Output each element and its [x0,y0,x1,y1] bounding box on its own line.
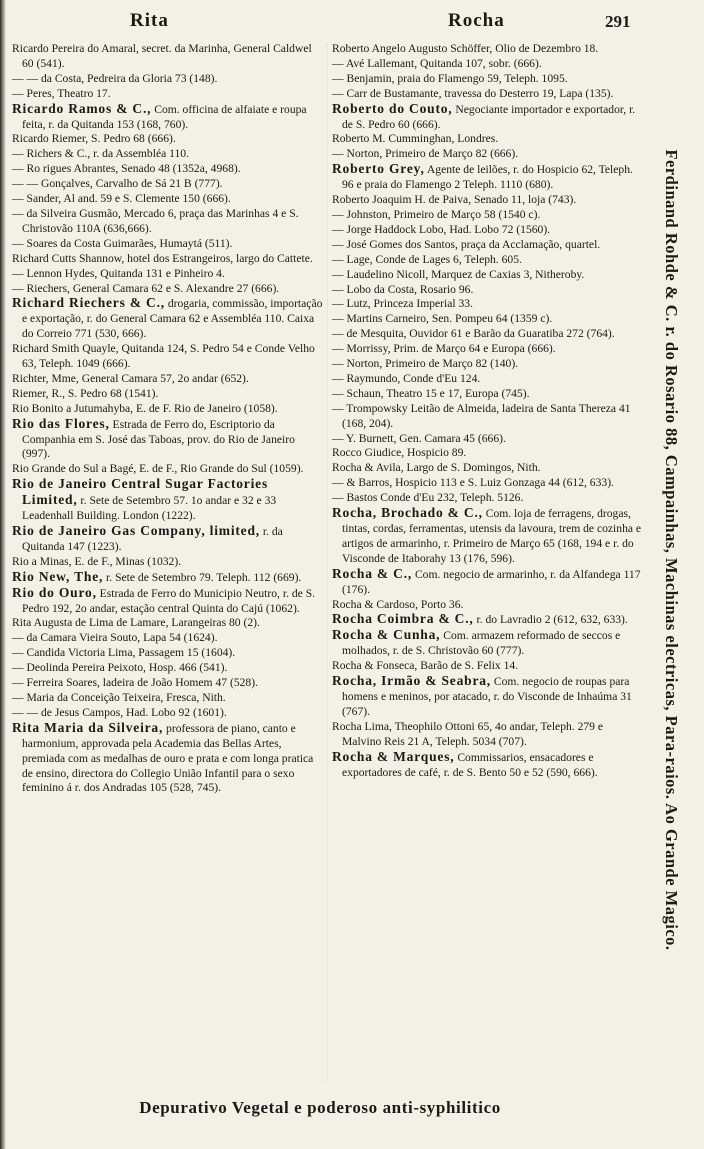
page-header [0,8,640,36]
entry-text: Roberto Joaquim H. de Paiva, Senado 11, loja (743). [332,193,577,207]
entry-text: Com. armazem reformado de seccos e molhados, r. de S. Christovão 60 (777). [342,629,621,658]
directory-entry [332,102,642,133]
directory-entry [12,296,324,342]
page-number: 291 [605,12,631,31]
entry-text: — Riechers, General Camara 62 e S. Alexandre 27 (666). [12,281,280,295]
entry-text: — Norton, Primeiro de Março 82 (666). [332,147,519,161]
entry-name-bold: Rocha & Marques, [332,748,455,764]
entry-name-bold: Richard Riechers & C., [12,295,165,311]
entry-text: — & Barros, Hospicio 113 e S. Luiz Gonzaga 44 (612, 633). [332,476,614,490]
entry-text: Rocha & Cardoso, Porto 36. [332,597,464,611]
directory-entry [332,72,642,87]
directory-entry [332,132,642,147]
directory-entry [12,462,324,477]
directory-entry [332,402,642,432]
directory-entry [332,283,642,298]
entry-text: Rocha & Avila, Largo de S. Domingos, Nith. [332,461,541,475]
entry-text: — Richers & C., r. da Assembléa 110. [12,147,189,161]
entry-text: Rio a Minas, E. de F., Minas (1032). [12,554,182,568]
directory-entry [12,147,324,162]
directory-entry [332,387,642,402]
entry-text: — da Camara Vieira Souto, Lapa 54 (1624). [12,631,218,645]
directory-entry [12,192,324,207]
directory-entry [12,524,324,555]
entry-text: — de Mesquita, Ouvidor 61 e Barão da Guaratiba 272 (764). [332,327,615,341]
directory-entry [332,476,642,491]
entry-text: Rita Augusta de Lima de Lamare, Larangeiras 80 (2). [12,616,260,630]
directory-entry [332,750,642,781]
entry-text: — Martins Carneiro, Sen. Pompeu 64 (1359 c). [332,312,553,326]
entry-text: r. Sete de Setembro 57. 1o andar e 32 e 33 Leadenhall Building. London (1222). [22,494,277,523]
entry-text: — Y. Burnett, Gen. Camara 45 (666). [332,431,506,445]
header-left-keyword: Rita [130,10,169,31]
right-column [332,42,642,780]
entry-text: — Soares da Costa Guimarães, Humaytá (511). [12,236,233,250]
directory-entry [332,461,642,476]
entry-text: Com. negocio de armarinho, r. da Alfandega 117 (176). [342,567,641,596]
entry-text: — Carr de Bustamante, travessa do Desterro 19, Lapa (135). [332,86,614,100]
entry-text: — Lennon Hydes, Quitanda 131 e Pinheiro 4. [12,266,225,280]
directory-entry [332,57,642,72]
entry-text: Riemer, R., S. Pedro 68 (1541). [12,386,159,400]
directory-entry [332,506,642,567]
entry-name-bold: Rocha, Brochado & C., [332,505,483,521]
directory-entry [12,616,324,631]
directory-entry [12,282,324,297]
entry-text: — Lutz, Princeza Imperial 33. [332,297,474,311]
entry-text: Ricardo Riemer, S. Pedro 68 (666). [12,132,176,146]
directory-entry [332,491,642,506]
directory-entry [12,661,324,676]
entry-text: — Candida Victoria Lima, Passagem 15 (1604). [12,646,236,660]
directory-entry [332,312,642,327]
directory-entry [12,691,324,706]
entry-text: — Ferreira Soares, ladeira de João Homem 47 (528). [12,676,258,690]
entry-text: Roberto M. Cumminghan, Londres. [332,132,499,146]
entry-text: Rio Grande do Sul a Bagé, E. de F., Rio Grande do Sul (1059). [12,462,304,476]
directory-entry [332,223,642,238]
directory-entry [12,342,324,372]
directory-entry [332,147,642,162]
entry-text: — Maria da Conceição Teixeira, Fresca, Nith. [12,690,226,704]
directory-entry [332,659,642,674]
header-right-keyword: Rocha [448,10,505,31]
entry-text: professora de piano, canto e harmonium, approvada pela Academia das Bellas Artes, premiada com as medalhas de ouro e prata e com longa pratica de ensino, directora do Collegio União Infantil para o sexo feminino á r. dos Andradas 105 (528, 745). [22,721,314,795]
page-edge-shadow [0,0,6,1149]
entry-text: — Lage, Conde de Lages 6, Teleph. 605. [332,252,522,266]
entry-text: Com. negocio de roupas para homens e meninos, por atacado, r. do Visconde de Inhaúma 31 (767). [342,675,632,718]
directory-entry [332,612,642,628]
entry-text: r. da Quitanda 147 (1223). [22,525,283,553]
directory-entry [332,342,642,357]
entry-name-bold: Roberto do Couto, [332,100,453,116]
directory-entry [12,721,324,797]
directory-entry [12,555,324,570]
directory-entry [332,253,642,268]
directory-entry [332,446,642,461]
directory-entry [12,177,324,192]
entry-text: — da Silveira Gusmão, Mercado 6, praça das Marinhas 4 e S. Christovão 110A (636,666). [12,206,299,235]
directory-entry [12,87,324,102]
entry-text: Com. officina de alfaiate e roupa feita, r. da Quitanda 153 (168, 760). [22,102,307,131]
directory-entry [332,268,642,283]
side-advertisement-text: Ferdinand Rohde & C. r. do Rosario 88, Campainhas, Machinas electricas, Para-raios. Ao Grande Magico. [662,149,681,951]
entry-text: — Raymundo, Conde d'Eu 124. [332,371,481,385]
directory-entry [332,238,642,253]
entry-name-bold: Rocha & Cunha, [332,627,441,643]
footer-advertisement: Depurativo Vegetal e poderoso anti-syphilitico [139,1098,501,1117]
entry-text: — — de Jesus Campos, Had. Lobo 92 (1601). [12,705,227,719]
entry-name-bold: Roberto Grey, [332,161,425,177]
entry-text: Rocha & Fonseca, Barão de S. Felix 14. [332,659,519,673]
column-divider [327,42,328,1082]
entry-text: — Avé Lallemant, Quitanda 107, sobr. (666). [332,56,542,70]
entry-text: — Benjamin, praia do Flamengo 59, Teleph. 1095. [332,71,568,85]
directory-entry [12,162,324,177]
entry-text: Roberto Angelo Augusto Schöffer, Olio de Dezembro 18. [332,42,599,55]
entry-name-bold: Rita Maria da Silveira, [12,719,164,735]
entry-text: Agente de leilões, r. do Hospicio 62, Teleph. 96 e praia do Flamengo 2 Teleph. 1110 (680). [342,163,633,192]
directory-entry [332,357,642,372]
entry-text: Richard Smith Quayle, Quitanda 124, S. Pedro 54 e Conde Velho 63, Teleph. 1049 (666). [12,342,315,371]
entry-text: — Morrissy, Prim. de Março 64 e Europa (666). [332,342,556,356]
entry-text: Richter, Mme, General Camara 57, 2o andar (652). [12,371,249,385]
entry-name-bold: Rocha Coimbra & C., [332,611,474,627]
directory-entry [332,432,642,447]
entry-text: r. Sete de Setembro 79. Teleph. 112 (669). [103,570,302,584]
entry-text: — Trompowsky Leitão de Almeida, ladeira de Santa Thereza 41 (168, 204). [332,401,631,430]
entry-text: — Bastos Conde d'Eu 232, Teleph. 5126. [332,491,524,505]
directory-entry [12,706,324,721]
entry-text: — Lobo da Costa, Rosario 96. [332,282,474,296]
entry-name-bold: Rio de Janeiro Central Sugar Factories Limited, [12,476,268,508]
entry-text: Rocco Giudice, Hospicio 89. [332,446,467,460]
directory-entry [332,327,642,342]
directory-entry [12,477,324,524]
entry-text: — Deolinda Pereira Peixoto, Hosp. 466 (541). [12,661,228,675]
entry-text: Com. loja de ferragens, drogas, tintas, cordas, ferramentas, utensis da lavoura, trem de cozinha e artigos de armarinho, r. Primeiro de Março 65 (168, 194 e r. do Visconde de Itaborahy 13 (176, 596). [342,507,642,565]
entry-text: — Sander, Al and. 59 e S. Clemente 150 (666). [12,192,231,206]
directory-entry [12,631,324,646]
entry-name-bold: Rocha, Irmão & Seabra, [332,673,491,689]
entry-text: Rocha Lima, Theophilo Ottoni 65, 4o andar, Teleph. 279 e Malvino Reis 21 A, Teleph. 5034 (707). [332,719,604,748]
entry-text: Rio Bonito a Jutumahyba, E. de F. Rio de Janeiro (1058). [12,401,278,415]
directory-entry [332,193,642,208]
entry-text: — Schaun, Theatro 15 e 17, Europa (745). [332,386,530,400]
directory-entry [332,87,642,102]
entry-text: — Jorge Haddock Lobo, Had. Lobo 72 (1560). [332,222,551,236]
entry-name-bold: Rio do Ouro, [12,584,97,600]
entry-name-bold: Ricardo Ramos & C., [12,100,152,116]
entry-name-bold: Rio de Janeiro Gas Company, limited, [12,523,260,538]
directory-entry [12,402,324,417]
directory-entry [12,267,324,282]
directory-entry [12,102,324,133]
entry-text: — Laudelino Nicoll, Marquez de Caxias 3, Nitheroby. [332,267,585,281]
entry-name-bold: Rio das Flores, [12,415,110,431]
side-advertisement [643,30,699,1070]
directory-entry [332,567,642,598]
directory-entry [12,676,324,691]
directory-entry [12,207,324,237]
entry-name-bold: Rocha & C., [332,565,413,581]
entry-text: Estrada de Ferro do, Escriptorio da Companhia em S. José das Taboas, prov. do Rio de Janeiro (997). [22,417,295,461]
entry-text: Estrada de Ferro do Municipio Neutro, r. de S. Pedro 192, 2o andar, estação central Quinta do Cajú (1062). [22,586,316,615]
directory-entry [332,42,642,57]
directory-entry [12,646,324,661]
entry-text: — Ro rigues Abrantes, Senado 48 (1352a, 4968). [12,162,241,176]
entry-text: r. do Lavradio 2 (612, 632, 633). [473,613,628,627]
directory-entry [12,237,324,252]
directory-entry [12,42,324,72]
directory-entry [332,372,642,387]
directory-entry [12,372,324,387]
directory-entry [332,208,642,223]
entry-text: drogaria, commissão, importação e exportação, r. do General Camara 62 e Assembléa 110. Caixa do Correio 771 (530, 666). [22,297,323,341]
directory-entry [12,252,324,267]
entry-text: — — da Costa, Pedreira da Gloria 73 (148). [12,71,218,85]
entry-text: Ricardo Pereira do Amaral, secret. da Marinha, General Caldwel 60 (541). [12,42,312,70]
directory-entry [332,297,642,312]
directory-entry [332,674,642,720]
directory-entry [12,417,324,463]
directory-entry [12,570,324,586]
entry-name-bold: Rio New, The, [12,568,104,584]
left-column [12,42,324,796]
entry-text: — — Gonçalves, Carvalho de Sá 21 B (777). [12,177,223,191]
directory-entry [12,586,324,617]
entry-text: Commissarios, ensacadores e exportadores de café, r. de S. Bento 50 e 52 (590, 666). [342,750,598,779]
entry-text: — José Gomes dos Santos, praça da Acclamação, quartel. [332,237,601,251]
entry-text: — Norton, Primeiro de Março 82 (140). [332,357,519,371]
directory-entry [332,628,642,659]
entry-text: Negociante importador e exportador, r. de S. Pedro 60 (666). [342,102,636,131]
directory-entry [12,132,324,147]
entry-text: — Peres, Theatro 17. [12,86,111,100]
entry-text: Richard Cutts Shannow, hotel dos Estrangeiros, largo do Cattete. [12,251,313,265]
directory-entry [332,598,642,613]
entry-text: — Johnston, Primeiro de Março 58 (1540 c). [332,207,541,221]
directory-entry [332,162,642,193]
directory-entry [12,387,324,402]
directory-entry [12,72,324,87]
directory-entry [332,720,642,750]
